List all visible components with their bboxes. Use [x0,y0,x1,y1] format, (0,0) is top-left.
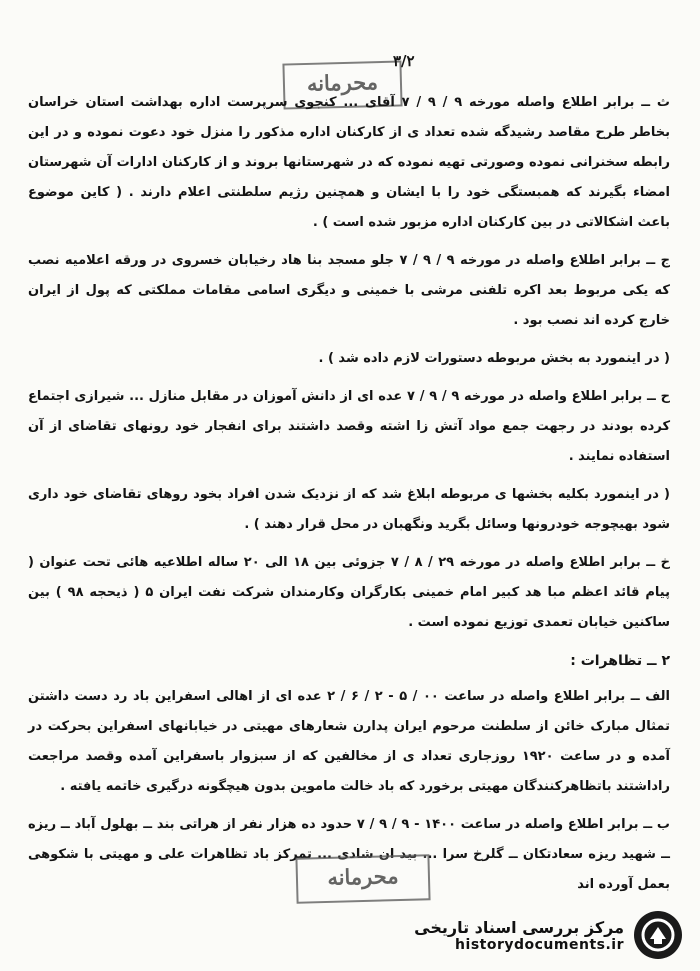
paragraph-tha: ث ــ برابر اطلاع واصله مورخه ۹ / ۹ / ۷ آقای ... کنجوی سرپرست اداره بهداشت استان خراسان بخاطر طرح مقاصد رشیدگه شده تعداد ی از کارکنان اداره مذکور را منزل خود دعوت نموده و در این رابطه سخنرانی نموده وصورتی تهیه نموده که در شهرستانها بروند و از کارکنان ادارات آن شهرستان امضاء بگیرند که همبستگی خود را با ایشان و همچنین رژیم سلطنتی اعلام دارند . ( کاین موضوع باعث اشکالاتی در بین کارکنان اداره مزبور شده است ) . [28,95,670,230]
page-number: ۳/۲ [393,52,415,70]
archive-url[interactable]: historydocuments.ir [455,936,624,953]
paragraph-ha: ح ــ برابر اطلاع واصله در مورخه ۹ / ۹ / ۷ عده ای از دانش آموزان در مقابل منازل ... شیرازی اجتماع کرده بودند در رجهت جمع مواد آتش زا اشته وقصد داشتند برای انفجار خود رونهای تقاضای از آن استفاده نمایند . [28,389,670,464]
archive-footer [412,907,682,963]
archive-name: مرکز بررسی اسناد تاریخی [414,917,624,937]
document-body [28,88,670,908]
paragraph-alef: الف ــ برابر اطلاع واصله در ساعت ۰۰ / ۵ - ۲ / ۶ / ۲ عده ای از اهالی اسفراین باد رد دست داشتن تمثال مبارک خائن از سلطنت مرحوم ایران پدارن شعارهای مهیتی در خیابانهای اسفراین بحرکت در آمده و در ساعت ۱۹۲۰ روزجاری تعداد ی از مخالفین که از سبزوار باسفراین آمده وقصد مراجعت راداشتند باتظاهرکنندگان مهیتی برخورد که باد خالت ماموین بدون هیچگونه درگیری خاتمه یافته . [28,689,671,794]
paragraph-kha: خ ــ برابر اطلاع واصله در مورخه ۲۹ / ۸ / ۷ جزوئی بین ۱۸ الی ۲۰ ساله اطلاعیه هائی تحت عنوان ( پیام قائد اعظم مبا هد کبیر امام خمینی بکارگران وکارمندان شرکت نفت ایران ۵ ( ذیحجه ۹۸ ) بین ساکنین خیابان تعمدی توزیع نموده است . [28,555,671,630]
stamp-label: محرمانه [327,863,399,890]
archive-logo-icon [634,911,682,959]
section-heading-demonstrations: ۲ ــ تظاهرات : [570,653,670,669]
archive-logo-mark-icon [640,917,676,953]
confidential-stamp-bottom [295,854,430,903]
paragraph-jim-note: ( در اینمورد به بخش مربوطه دستورات لازم داده شد ) . [318,351,670,366]
paragraph-be: ب ــ برابر اطلاع واصله در ساعت ۱۴۰۰ - ۹ / ۹ / ۷ حدود ده هزار نفر از هراتی بند ــ بهلول آباد ــ ریزه ــ شهید ریزه سعادتکان ــ گلرخ سرا ... بید ان شادی ... تمرکز باد تظاهرات علی و مهیتی با شکوهی بعمل آورده اند [28,817,670,892]
stamp-label: محرمانه [306,69,379,96]
footer-text [414,918,624,953]
paragraph-jim: ج ــ برابر اطلاع واصله در مورخه ۹ / ۹ / ۷ جلو مسجد بنا هاد رخیابان خسروی در ورقه اعلامیه نصب که یکی مربوط بعد اکره تلفنی مرشی با خمینی و دیگری اسامی مقامات مملکتی که پول از ایران خارج کرده اند نصب بود . [28,253,670,328]
paragraph-ha-note: ( در اینمورد بکلیه بخشها ی مربوطه ابلاغ شد که از نزدیک شدن افراد بخود روهای تقاضای خود داری شود بهیچوجه خودرونها وسائل بگرید ونگهبان در محل قرار دهند ) . [28,487,670,532]
